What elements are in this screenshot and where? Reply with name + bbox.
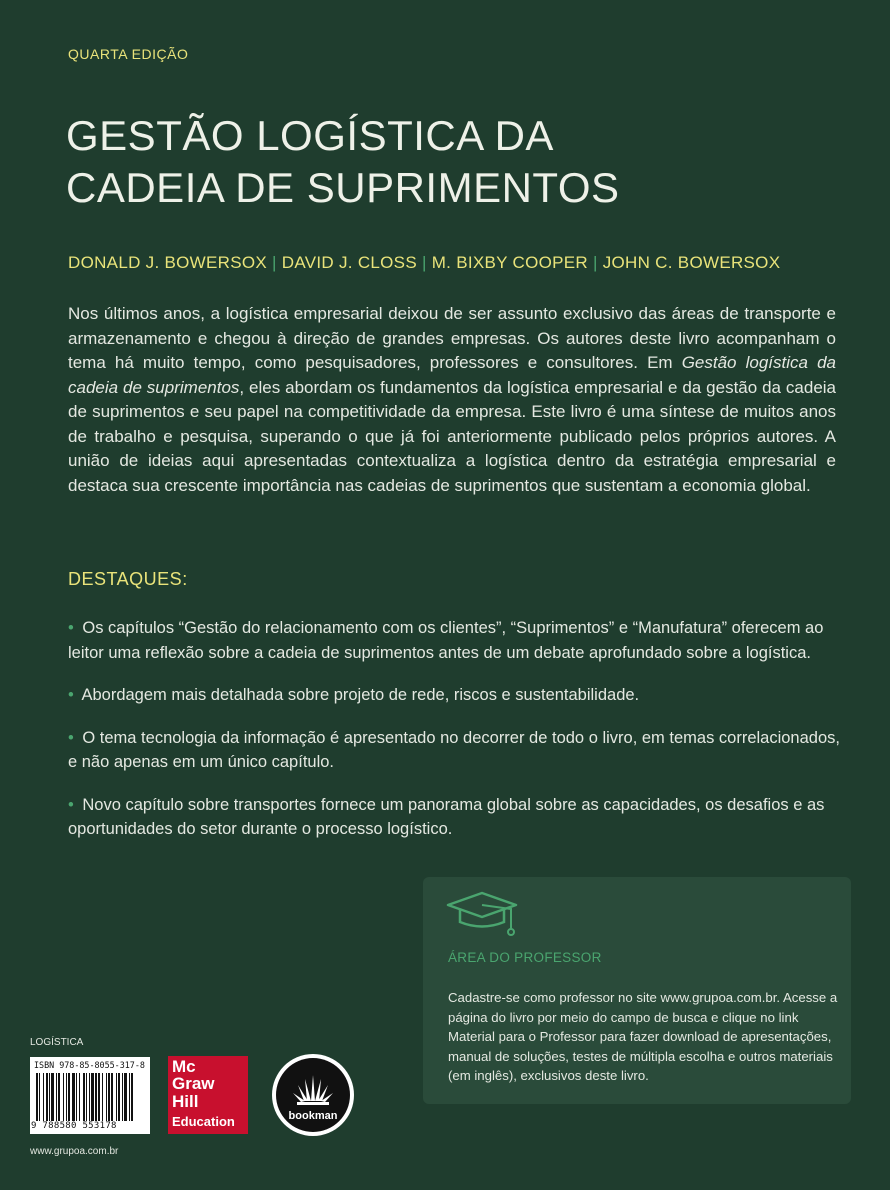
bullet-icon: • <box>68 619 74 637</box>
barcode-bar <box>131 1073 133 1121</box>
barcode-bar <box>46 1073 48 1121</box>
mcgraw-hill-logo <box>168 1056 248 1134</box>
barcode-bar <box>98 1073 100 1121</box>
isbn-barcode <box>30 1057 150 1134</box>
bullet-icon: • <box>68 728 74 747</box>
barcode-bar <box>116 1073 117 1121</box>
professor-area-text: Cadastre-se como professor no site www.grupoa.com.br. Acesse a página do livro por meio do campo de busca e clique no link Material para o Professor para fazer download de apresentações, manual de soluções, testes de múltipla escolha e outros materiais (em inglês), exclusivos deste livro. <box>448 990 838 1083</box>
barcode-bar <box>36 1073 38 1121</box>
professor-area-box <box>423 877 851 1104</box>
highlight-text: Os capítulos “Gestão do relacionamento com os clientes”, “Suprimentos” e “Manufatura” oferecem ao leitor uma reflexão sobre a cadeia de suprimentos antes de um debate aprofundado sobre a logística. <box>68 619 824 662</box>
barcode-bar <box>39 1073 40 1121</box>
logo-text: Graw <box>172 1074 215 1093</box>
graduation-cap-icon <box>445 889 519 941</box>
author-separator: | <box>272 253 277 272</box>
book-title-line-2: CADEIA DE SUPRIMENTOS <box>66 164 620 211</box>
professor-area-title: ÁREA DO PROFESSOR <box>448 950 602 965</box>
author-separator: | <box>592 253 598 272</box>
barcode-bar <box>91 1073 94 1121</box>
author: M. BIXBY COOPER <box>431 253 588 272</box>
barcode-bar <box>102 1073 103 1121</box>
description-book-title: Gestão logística da cadeia de suprimentos <box>68 353 836 397</box>
barcode-bar <box>124 1073 127 1121</box>
barcode-bar <box>111 1073 113 1121</box>
highlights-heading: DESTAQUES: <box>68 569 188 589</box>
book-title <box>66 110 620 214</box>
author: DAVID J. CLOSS <box>281 253 417 272</box>
description-text: Nos últimos anos, a logística empresarial deixou de ser assunto exclusivo das áreas de transporte e armazenamento e chegou à direção de grandes empresas. Os autores deste livro acompanham o tema há muito tempo, como pesquisadores, professores e consultores. Em <box>68 304 836 372</box>
barcode-bar <box>118 1073 120 1121</box>
barcode-bar <box>63 1073 64 1121</box>
barcode-bar <box>86 1073 87 1121</box>
bullet-icon: • <box>68 686 74 704</box>
barcode-bar <box>89 1073 90 1121</box>
highlights-list <box>68 616 844 860</box>
highlight-item <box>68 683 844 708</box>
barcode-bar <box>72 1073 75 1121</box>
barcode-bar <box>66 1073 67 1121</box>
barcode-bar <box>122 1073 123 1121</box>
bookman-logo <box>271 1053 355 1137</box>
highlight-item <box>68 793 844 842</box>
barcode-bar <box>68 1073 70 1121</box>
barcode-bar <box>108 1073 110 1121</box>
isbn-label: ISBN 978-85-8055-317-8 <box>34 1060 145 1070</box>
website-url: www.grupoa.com.br <box>30 1146 119 1157</box>
barcode-bar <box>76 1073 77 1121</box>
barcode-bar <box>58 1073 60 1121</box>
highlight-item <box>68 616 844 665</box>
author: DONALD J. BOWERSOX <box>68 253 268 272</box>
logo-text: Education <box>172 1114 235 1129</box>
barcode-bar <box>95 1073 97 1121</box>
bullet-icon: • <box>68 795 74 814</box>
category-label: LOGÍSTICA <box>30 1037 84 1048</box>
highlight-text: Abordagem mais detalhada sobre projeto de rede, riscos e sustentabilidade. <box>81 686 640 704</box>
barcode-bar <box>129 1073 130 1121</box>
author: JOHN C. BOWERSOX <box>602 253 781 272</box>
barcode-bar <box>83 1073 85 1121</box>
author-separator: | <box>421 253 427 272</box>
barcode-bar <box>49 1073 50 1121</box>
barcode-bar <box>43 1073 44 1121</box>
book-description <box>68 302 836 498</box>
logo-text: Mc <box>172 1057 196 1076</box>
barcode-digits: 9 788580 553178 <box>31 1121 117 1131</box>
highlight-text: Novo capítulo sobre transportes fornece um panorama global sobre as capacidades, os desafios e as oportunidades do setor durante o processo logístico. <box>68 795 825 838</box>
logo-text: Hill <box>172 1092 199 1111</box>
edition-label: QUARTA EDIÇÃO <box>68 46 189 62</box>
highlight-item <box>68 726 844 775</box>
authors-line <box>68 253 780 273</box>
highlight-text: O tema tecnologia da informação é apresentado no decorrer de todo o livro, em temas correlacionados, e não apenas em um único capítulo. <box>68 728 840 771</box>
book-title-line-1: GESTÃO LOGÍSTICA DA <box>66 112 554 159</box>
barcode-bar <box>79 1073 80 1121</box>
barcode-bars <box>34 1073 146 1121</box>
barcode-bar <box>56 1073 57 1121</box>
barcode-bar <box>51 1073 54 1121</box>
description-text: , eles abordam os fundamentos da logística empresarial e da gestão da cadeia de suprimentos e seu papel na competitividade da empresa. Este livro é uma síntese de muitos anos de trabalho e pesquisa, superando o que já foi anteriormente publicado pelos próprios autores. A união de ideias aqui apresentadas contextualiza a logística dentro da estratégia empresarial e destaca sua crescente importância nas cadeias de suprimentos que sustentam a economia global. <box>68 377 837 495</box>
bookman-logo-text: bookman <box>288 1110 338 1122</box>
barcode-bar <box>106 1073 107 1121</box>
